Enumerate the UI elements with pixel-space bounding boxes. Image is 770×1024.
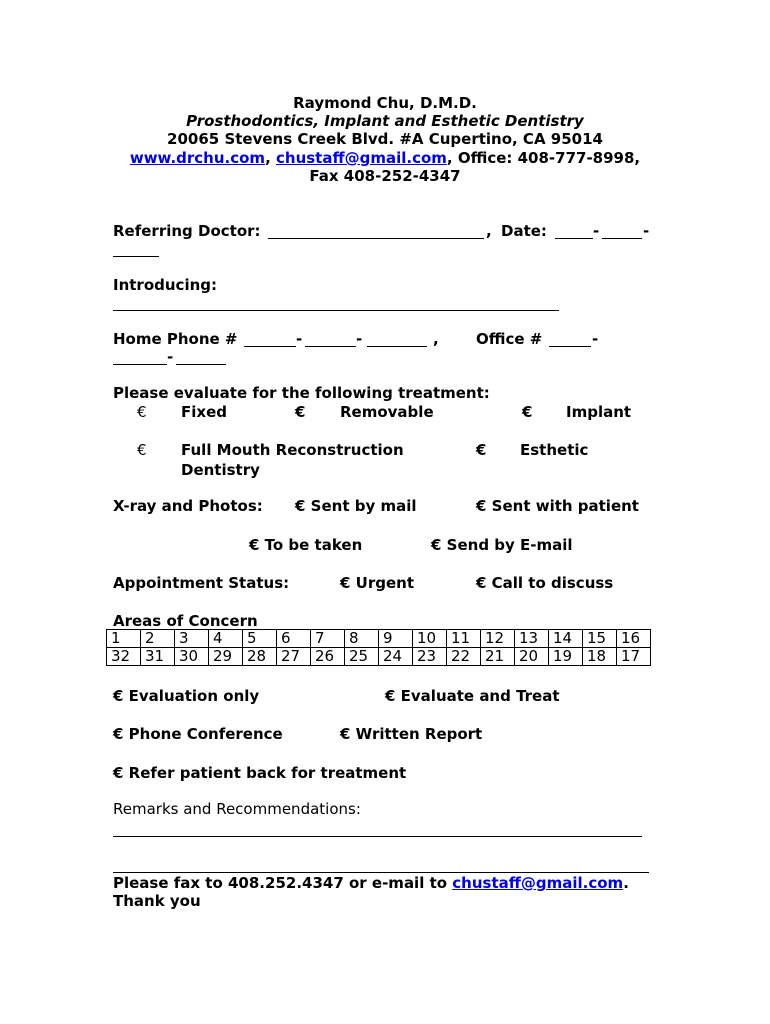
tooth-cell[interactable]: 3 — [175, 630, 209, 648]
comma: , — [486, 222, 492, 240]
referring-doctor-label: Referring Doctor: — [113, 222, 261, 240]
treatment-heading: Please evaluate for the following treatment: — [113, 384, 490, 402]
appointment-status-label: Appointment Status: — [113, 574, 290, 592]
remarks-label: Remarks and Recommendations: — [113, 800, 361, 818]
date-day-field[interactable] — [602, 238, 642, 239]
email-link[interactable]: chustaff@gmail.com — [276, 149, 447, 167]
phone-dash: - — [592, 330, 599, 348]
home-phone-prefix-field[interactable] — [305, 346, 356, 347]
option-full-mouth-cont: Dentistry — [181, 461, 260, 479]
phone-dash: - — [167, 348, 174, 366]
tooth-cell[interactable]: 16 — [617, 630, 651, 648]
checkbox-implant[interactable]: € — [522, 403, 533, 421]
areas-of-concern-heading: Areas of Concern — [113, 612, 258, 630]
footer-period: . — [623, 874, 629, 892]
date-label: Date: — [501, 222, 547, 240]
separator: , — [265, 149, 276, 167]
date-month-field[interactable] — [555, 238, 593, 239]
option-removable: Removable — [340, 403, 434, 421]
tooth-cell[interactable]: 1 — [107, 630, 141, 648]
home-phone-label: Home Phone # — [113, 330, 238, 348]
option-to-be-taken[interactable]: € To be taken — [249, 536, 363, 554]
tooth-cell[interactable]: 30 — [175, 648, 209, 666]
option-sent-by-mail[interactable]: € Sent by mail — [295, 497, 417, 515]
tooth-cell[interactable]: 4 — [209, 630, 243, 648]
doctor-name: Raymond Chu, D.M.D. — [293, 94, 477, 112]
tooth-cell[interactable]: 20 — [515, 648, 549, 666]
tooth-cell[interactable]: 21 — [481, 648, 515, 666]
remarks-line[interactable] — [113, 872, 649, 873]
option-implant: Implant — [566, 403, 632, 421]
tooth-cell[interactable]: 6 — [277, 630, 311, 648]
tooth-cell[interactable]: 32 — [107, 648, 141, 666]
date-dash: - — [643, 222, 650, 240]
home-phone-area-field[interactable] — [244, 346, 296, 347]
footer-text: Please fax to 408.252.4347 or e-mail to — [113, 874, 453, 892]
comma: , — [433, 330, 439, 348]
tooth-cell[interactable]: 23 — [413, 648, 447, 666]
office-phone: , Office: 408-777-8998, — [446, 149, 641, 167]
checkbox-esthetic[interactable]: € — [476, 441, 487, 459]
address: 20065 Stevens Creek Blvd. #A Cupertino, CA 95014 — [167, 130, 603, 148]
tooth-cell[interactable]: 17 — [617, 648, 651, 666]
footer-instruction — [113, 874, 629, 892]
tooth-cell[interactable]: 25 — [345, 648, 379, 666]
specialty: Prosthodontics, Implant and Esthetic Dentistry — [186, 112, 584, 130]
checkbox-removable[interactable]: € — [295, 403, 306, 421]
tooth-cell[interactable]: 10 — [413, 630, 447, 648]
tooth-cell[interactable]: 26 — [311, 648, 345, 666]
xray-label: X-ray and Photos: — [113, 497, 263, 515]
tooth-row-lower — [107, 648, 651, 666]
office-phone-prefix-field[interactable] — [113, 364, 167, 365]
contact-line — [0, 149, 770, 167]
tooth-cell[interactable]: 22 — [447, 648, 481, 666]
tooth-cell[interactable]: 14 — [549, 630, 583, 648]
checkbox-fixed[interactable]: € — [137, 403, 147, 421]
date-dash: - — [593, 222, 600, 240]
tooth-cell[interactable]: 29 — [209, 648, 243, 666]
option-phone-conference[interactable]: € Phone Conference — [113, 725, 283, 743]
office-phone-label: Office # — [476, 330, 543, 348]
home-phone-line-field[interactable] — [367, 346, 427, 347]
phone-dash: - — [356, 330, 363, 348]
option-sent-with-patient[interactable]: € Sent with patient — [476, 497, 639, 515]
introducing-label: Introducing: — [113, 276, 217, 294]
referring-doctor-field[interactable] — [268, 238, 484, 239]
website-link[interactable]: www.drchu.com — [129, 149, 266, 167]
option-send-by-email[interactable]: € Send by E-mail — [431, 536, 573, 554]
footer-email-link[interactable]: chustaff@gmail.com — [452, 874, 624, 892]
option-call-to-discuss[interactable]: € Call to discuss — [476, 574, 614, 592]
date-year-field[interactable] — [113, 256, 159, 257]
tooth-chart — [106, 629, 651, 666]
introducing-field[interactable] — [113, 310, 559, 311]
option-full-mouth: Full Mouth Reconstruction — [181, 441, 404, 459]
tooth-cell[interactable]: 9 — [379, 630, 413, 648]
option-refer-back[interactable]: € Refer patient back for treatment — [113, 764, 407, 782]
fax-number: Fax 408-252-4347 — [309, 167, 461, 185]
option-evaluate-and-treat[interactable]: € Evaluate and Treat — [385, 687, 560, 705]
thank-you: Thank you — [113, 892, 201, 910]
tooth-cell[interactable]: 27 — [277, 648, 311, 666]
office-phone-area-field[interactable] — [549, 346, 591, 347]
tooth-cell[interactable]: 28 — [243, 648, 277, 666]
phone-dash: - — [296, 330, 303, 348]
tooth-cell[interactable]: 15 — [583, 630, 617, 648]
tooth-cell[interactable]: 12 — [481, 630, 515, 648]
tooth-cell[interactable]: 19 — [549, 648, 583, 666]
tooth-cell[interactable]: 13 — [515, 630, 549, 648]
tooth-cell[interactable]: 7 — [311, 630, 345, 648]
option-urgent[interactable]: € Urgent — [340, 574, 414, 592]
tooth-cell[interactable]: 2 — [141, 630, 175, 648]
office-phone-line-field[interactable] — [176, 364, 226, 365]
tooth-cell[interactable]: 31 — [141, 648, 175, 666]
tooth-row-upper — [107, 630, 651, 648]
tooth-cell[interactable]: 5 — [243, 630, 277, 648]
option-fixed: Fixed — [181, 403, 227, 421]
tooth-cell[interactable]: 24 — [379, 648, 413, 666]
option-esthetic: Esthetic — [520, 441, 589, 459]
option-evaluation-only[interactable]: € Evaluation only — [113, 687, 260, 705]
checkbox-full-mouth[interactable]: € — [137, 441, 147, 459]
remarks-line[interactable] — [113, 836, 642, 837]
option-written-report[interactable]: € Written Report — [340, 725, 483, 743]
tooth-cell[interactable]: 18 — [583, 648, 617, 666]
tooth-cell[interactable]: 11 — [447, 630, 481, 648]
tooth-cell[interactable]: 8 — [345, 630, 379, 648]
